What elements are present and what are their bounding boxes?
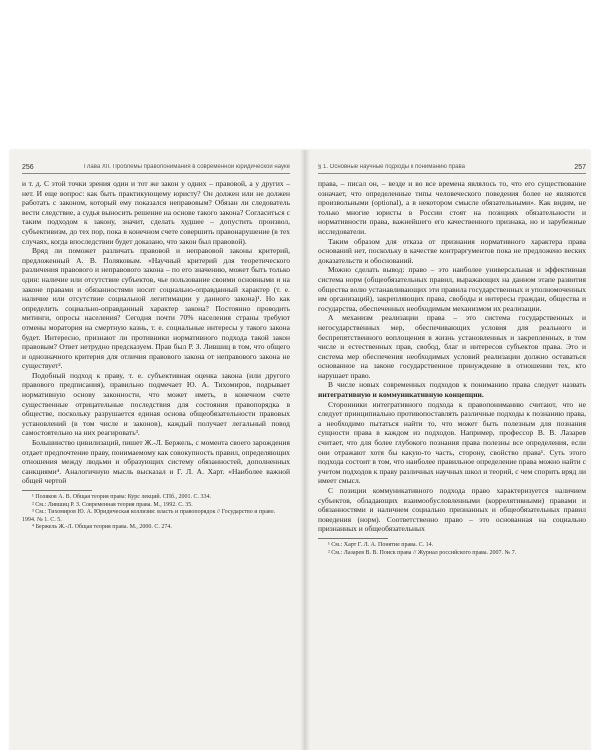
left-paragraph: Подобный подход к праву, т. е. субъективная оценка закона (или другого правового предписания), правильно подмечает Ю. А. Тихомиров, подрывает нормативную основу законности, что может иметь, в конечном счете существенные отрицательные последствия для состояния правопорядка в обществе, поскольку разрушается единая основа общеобязательности правовых установлений (в том числе и законов), каждый получает легальный повод самостоятельно на них реагировать³. <box>22 370 290 438</box>
footnote: ³ См.: Тихомиров Ю. А. Юридическая коллизия: власть и правопорядок // Государство и право. 1994. № 1. С. 5. <box>22 509 276 523</box>
right-paragraph: Сторонники интегративного подхода к правопониманию считают, что не следует принципиально противопоставлять различные подходы к познанию права, а необходимо пытаться найти то, что может быть полезным для познания сущности права в каждом из подходов. Например, профессор В. В. Лазарев считает, что для более глубокого познания права полезны все определения, если они отражают хотя бы какую-то часть, сторону, свойство права¹. Суть этого подхода состоит в том, что наиболее правильное определение права можно найти с учетом подходов к праву различных научных школ и теорий, с чем спорить вряд ли имеет смысл. <box>318 399 586 486</box>
right-paragraph: права, – писал он, – везде и во все времена являлось то, что его существование означает, что определенные типы человеческого поведения более не являются произвольными (optional), а в некотором смысле обязательными». Как видим, не только многие юристы в России стоят на позициях обязательности и нормативности права, важнейшего его качественного признака, но и зарубежные исследователи. <box>318 179 586 236</box>
right-footnotes <box>318 542 586 557</box>
footnote: ² См.: Лившиц Р. З. Современная теория права. М., 1992. С. 35. <box>32 501 193 508</box>
book-gutter <box>300 150 310 750</box>
book-spread <box>10 150 590 750</box>
left-body-text <box>22 179 290 486</box>
concept-emphasis: интегративную и коммуникативную концепции. <box>318 390 484 400</box>
left-running-head <box>22 164 290 174</box>
right-body-text <box>318 179 586 534</box>
footnote: ¹ См.: Харт Г. Л. А. Понятие права. С. 14. <box>328 541 434 548</box>
left-running-title: Глава XII. Проблемы правопонимания в современной юридической науке <box>83 164 290 170</box>
footnote: ² См.: Лазарев В. В. Поиск права // Журнал российского права. 2007. № 7. <box>328 549 517 556</box>
right-running-title: § 1. Основные научные подходы к пониманию права <box>318 164 465 170</box>
right-page-number: 257 <box>574 164 586 171</box>
right-page <box>318 164 586 557</box>
footnote-separator <box>318 538 388 539</box>
left-paragraph: Вряд ли поможет различать правовой и неправовой законы критерий, предложенный А. В. Поляковым. «Научный критерий для теоретического различения правового и неправового закона – по его значению, может быть только один: наличие или отсутствие субъектов, чье пользование своими основными и на законе правами и обязанностями носит социально-оправданный характер (т. е. наличие или отсутствие социальной легитимации у данного закона)¹. Но как определить социально-оправданный характер закона? Постоянно проводить митинги, опросы населения? Сегодня почти 70% населения страны требуют отмены моратория на смертную казнь, т. е. социальные интересы у такого закона будет. Интересно, признают ли противники нормативного подхода такой закон правовым? Ответ нетрудно предсказуем. Прав был Р. З. Лившиц в том, что общего и однозначного критерия для отличия правового закона от неправового закона не существует². <box>22 246 290 371</box>
left-page-number: 256 <box>22 164 34 171</box>
left-page <box>22 164 290 532</box>
right-running-head <box>318 164 586 174</box>
right-paragraph: А механизм реализации права – это система государственных и негосударственных мер, обеспечивающих условия для реального и беспрепятственного воплощения в жизнь установленных и закрепленных, в том числе и естественных прав, свобод, благ и интересов субъектов права. Это и система мер обеспечения необходимых условий реализации должно оставаться основанное на законе государственное принуждение в отношении тех, кто нарушает право. <box>318 313 586 380</box>
footnote: ⁴ Бержель Ж.-Л. Общая теория права. М., 2000. С. 274. <box>32 524 172 531</box>
footnote-separator <box>22 490 92 491</box>
right-paragraph: Можно сделать вывод: право – это наиболее универсальная и эффективная система норм (общеобязательных правил, выражающих на данном этапе развития общества волю устанавливающих эти правила государственных и уполномоченных им организаций), закрепляющих права, свободы и интересы граждан, общества и государства, обеспеченных необходимым механизмом их реализации. <box>318 265 586 313</box>
right-paragraph <box>318 380 586 399</box>
left-paragraph: Большинство цивилизаций, пишет Ж.-Л. Бержель, с момента своего зарождения отдает предпочтение праву, понимаемому как совокупность правил, определяющих отношения между людьми и образующих систему обязанностей, дополненных санкциями⁴. Аналогичную мысль высказал и Г. Л. А. Харт. «Наиболее важной общей чертой <box>22 438 290 486</box>
left-footnotes <box>22 494 290 532</box>
paragraph-text: В числе новых современных подходов к пониманию права следует назвать <box>328 380 586 390</box>
left-paragraph: и т. д. С этой точки зрения один и тот же закон у одних – правовой, а у других – нет. И еще вопрос: как быть практикующему юристу? Он должен или не должен работать с законом, который ему показался неправовым? Обязан ли следователь вести следствие, а судья выносить решение на основе такого закона? Согласиться с таким подходом к закону, значит, сделать худшее – допустить произвол, субъективизм, до тех пор, пока в конечном счете совершить правонарушение (в тех случаях, когда впоследствии будет доказано, что закон был правовой). <box>22 179 290 246</box>
right-paragraph: Таким образом для отказа от признания нормативного характера права оснований нет, поскольку в качестве контраргументов пока не предложено веских доказательств и обоснований. <box>318 236 586 265</box>
right-paragraph: С позиции коммуникативного подхода право характеризуется наличием субъектов, обладающих взаимообусловленными (коррелятивными) правами и обязанностями и наличием социально признанных и общеобязательных правил поведения (норм). Соответственно право – это основанная на социально признанных и общеобязательных <box>318 486 586 534</box>
footnote: ¹ Поляков А. В. Общая теория права: Курс лекций. СПб., 2001. С. 334. <box>32 494 212 500</box>
